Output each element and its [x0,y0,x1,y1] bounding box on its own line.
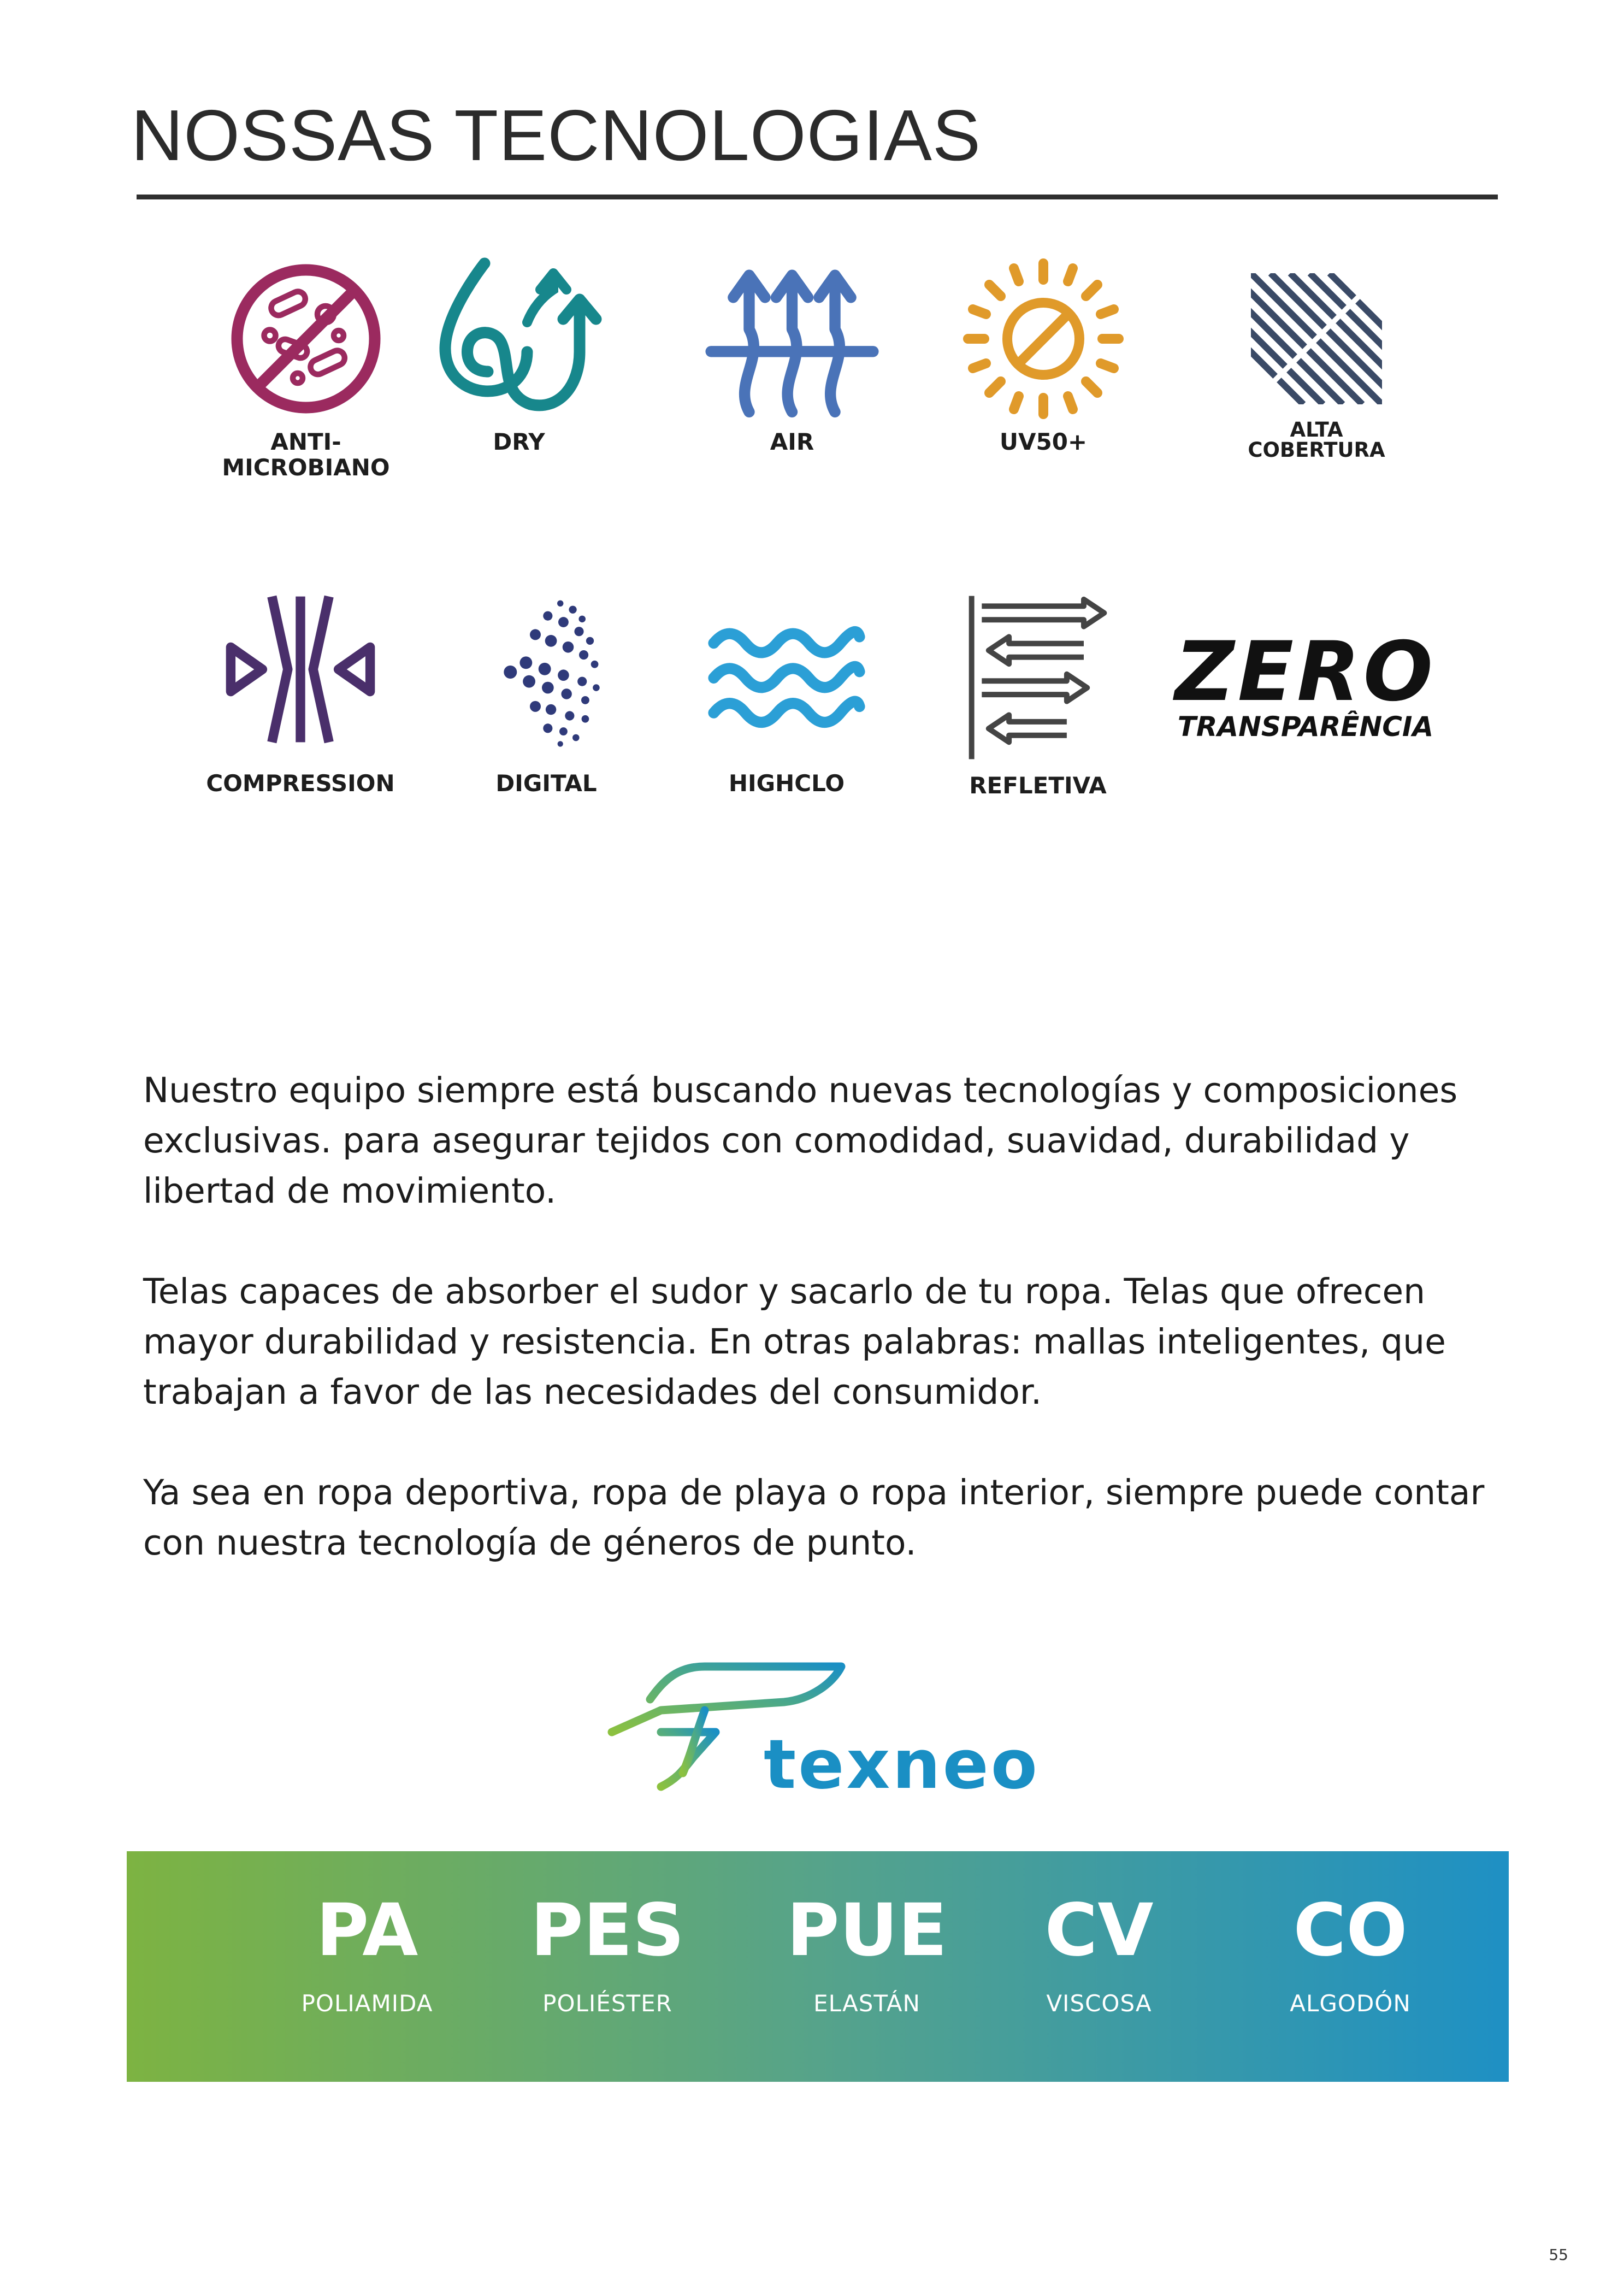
fiber-item-pes [509,1889,706,2017]
fiber-code: CV [1044,1888,1154,1973]
tech-label-digital: DIGITAL [495,770,597,797]
fiber-name: VISCOSA [1046,1990,1152,2017]
texneo-wordmark: texneo [764,1726,1040,1804]
fiber-item-cv [1001,1889,1197,2017]
page-title: NOSSAS TECNOLOGIAS [131,95,981,175]
tech-alta-cobertura [1196,257,1437,508]
fiber-code: PES [530,1888,684,1973]
tech-air [672,257,912,508]
body-paragraph-2: Telas capaces de absorber el sudor y sacarlo de tu ropa. Telas que ofrecen mayor durabilidad y resistencia. En otras palabras: mallas inteligentes, que trabajan a favor de las necesidades del consumidor. [143,1271,1446,1412]
zero-logo: ZERO TRANSPARÊNCIA [1174,625,1437,743]
tech-refletiva [918,590,1158,841]
fiber-composition-band [127,1851,1509,2082]
fiber-name: ELASTÁN [813,1990,920,2017]
tech-label-dry: DRY [493,428,545,455]
fiber-name: POLIAMIDA [301,1990,433,2017]
dry-icon [429,257,609,421]
tech-label-compression: COMPRESSION [206,770,395,797]
diagonal-stripes-icon [1251,273,1382,404]
tech-digital [426,590,666,841]
tech-label-air: AIR [770,428,814,455]
texneo-logo [606,1656,1040,1809]
fiber-name: ALGODÓN [1290,1990,1411,2017]
reflective-arrows-icon [961,590,1114,765]
sun-icon [961,257,1125,421]
body-paragraph-3: Ya sea en ropa deportiva, ropa de playa o ropa interior, siempre puede contar con nuestra tecnología de géneros de punto. [143,1473,1485,1563]
tech-antimicrobial [186,257,426,508]
fiber-item-co [1252,1889,1449,2017]
tech-compression [180,590,421,841]
tech-zero-transparencia [1164,590,1448,841]
tech-highclo [666,590,907,841]
tech-label-uv: UV50+ [999,428,1088,455]
fiber-item-pue [769,1889,965,2017]
fiber-name: POLIÉSTER [542,1990,672,2017]
tech-label-highclo: HIGHCLO [728,770,845,797]
compression-icon [219,590,382,749]
tech-label-antimicrobial: ANTI- MICROBIANO [222,428,390,481]
fiber-code: PUE [786,1888,948,1973]
antimicrobial-icon [224,257,388,421]
title-divider [137,195,1498,199]
air-icon [705,257,879,421]
fiber-code: CO [1293,1888,1408,1973]
tech-label-alta-cobertura: ALTA COBERTURA [1248,418,1385,462]
tech-label-refletiva: REFLETIVA [969,772,1107,799]
tech-uv [923,257,1164,508]
body-paragraph-1: Nuestro equipo siempre está buscando nuevas tecnologías y composiciones exclusivas. para asegurar tejidos con comodidad, suavidad, durabilidad y libertad de movimiento. [143,1070,1458,1211]
fiber-item-pa [269,1889,465,2017]
page-number: 55 [1549,2246,1568,2264]
body-text [143,1065,1509,1618]
waves-icon [707,617,866,732]
digital-dots-icon [492,590,601,754]
fiber-code: PA [316,1888,418,1973]
tech-dry [399,257,639,508]
